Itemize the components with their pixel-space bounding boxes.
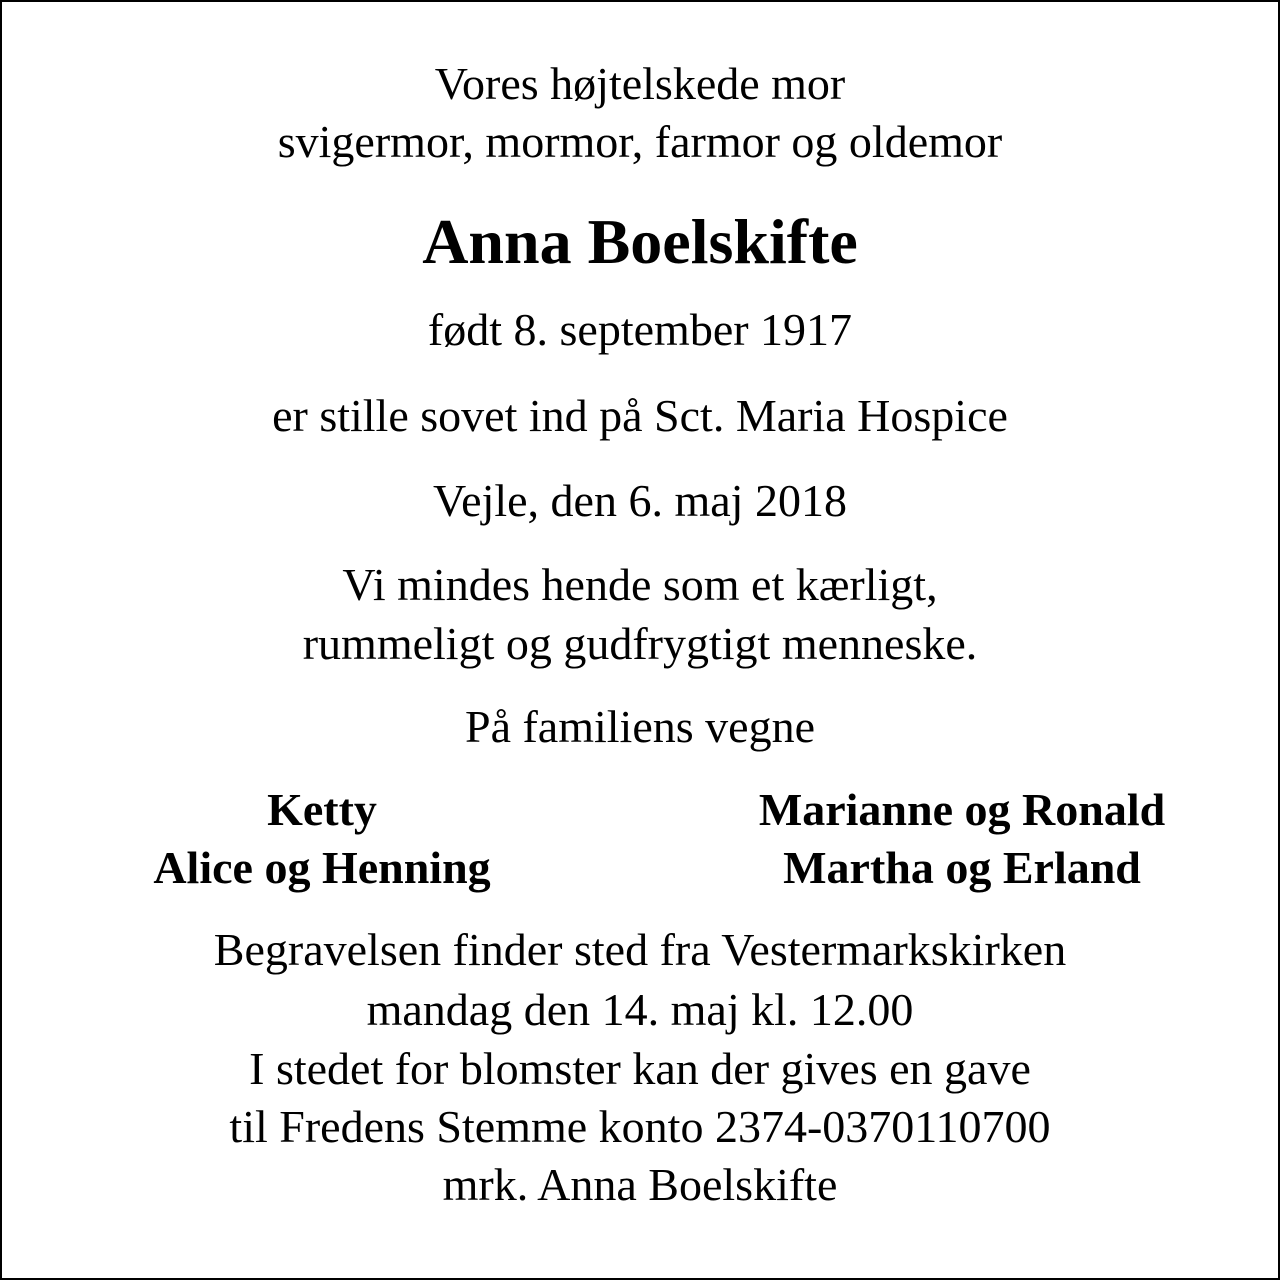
donation-line-2: til Fredens Stemme konto 2374-0370110700: [229, 1101, 1051, 1152]
donation-line-1: I stedet for blomster kan der gives en gave: [249, 1043, 1031, 1094]
funeral-line-1: Begravelsen finder sted fra Vestermarkskirken: [213, 924, 1067, 975]
intro-line-2: svigermor, mormor, farmor og oldemor: [277, 116, 1003, 167]
signature-left-1: Ketty: [267, 784, 377, 835]
birth-date: født 8. september 1917: [427, 304, 853, 355]
remembrance-line-1: Vi mindes hende som et kærligt,: [342, 559, 938, 610]
remembrance-line-2: rummeligt og gudfrygtigt menneske.: [302, 618, 978, 669]
place-and-date: Vejle, den 6. maj 2018: [433, 475, 847, 526]
signature-right-2: Martha og Erland: [783, 842, 1141, 893]
donation-line-3: mrk. Anna Boelskifte: [442, 1159, 838, 1210]
on-behalf-of-family: På familiens vegne: [464, 701, 815, 752]
funeral-line-2: mandag den 14. maj kl. 12.00: [366, 984, 914, 1035]
deceased-name: Anna Boelskifte: [422, 206, 858, 277]
intro-line-1: Vores højtelskede mor: [434, 58, 846, 109]
passing-statement: er stille sovet ind på Sct. Maria Hospice: [272, 390, 1008, 441]
signature-right-1: Marianne og Ronald: [758, 784, 1166, 835]
signature-left-2: Alice og Henning: [153, 842, 491, 893]
